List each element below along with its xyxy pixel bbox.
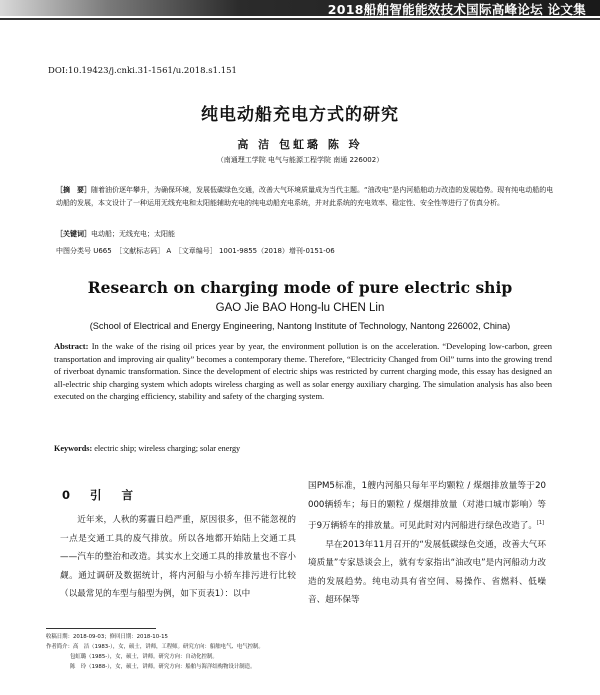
footnote-author-1: 作者简介：高 洁（1983-），女，硕士，讲师，工程师。研究方向：船舶电气、电气控制。 — [46, 644, 264, 650]
footnote-author-3: 陈 玲（1988-），女，硕士，讲师。研究方向：船舶与海洋结构物设计制造。 — [70, 664, 256, 670]
chinese-authors: 高 洁 包虹璐 陈 玲 — [237, 138, 363, 151]
english-authors: GAO Jie BAO Hong-lu CHEN Lin — [215, 302, 385, 314]
right-paragraph-1 — [308, 477, 546, 536]
english-keywords-text: electric ship; wireless charging; solar energy — [94, 444, 241, 453]
right-paragraph-2: 早在2013年11月召开的“发展低碳绿色交通，改善大气环境质量”专家恳谈会上，就有专家指出“油改电”是内河船动力改造的发展趋势。纯电动具有省空间、易操作、省燃料、低噪音、超环保等 — [308, 539, 546, 606]
doi: DOI:10.19423/j.cnki.31-1561/u.2018.s1.151 — [48, 66, 237, 76]
section-number: 0 — [62, 488, 79, 502]
footnote-rule — [46, 628, 156, 629]
english-abstract — [54, 340, 552, 403]
english-title: Research on charging mode of pure electric ship — [87, 278, 513, 297]
chinese-keywords-label: ［关键词］ — [56, 230, 91, 238]
chinese-keywords — [56, 228, 556, 241]
right-paragraph-1-text: 国PM5标准，1艘内河船只每年平均颗粒 / 煤烟排放量等于20 000辆轿车；每日的颗粒 / 煤烟排放量（对港口城市影响）等于9万辆轿车的排放量。可见此时对内河船进行绿色改造了。 — [308, 481, 546, 532]
chinese-abstract-text: 随着油价逐年攀升，为确保环境，发展低碳绿色交通，改善大气环境质量成为当代主题。“油改电”是内河船舶动力改造的发展趋势。现有纯电动船的电动船的发展，本文设计了一种运用无线充电和太阳能辅助充电的纯电动船充电系统，并对此系统的充电效率、稳定性、安全性等进行了仿真分析。 — [56, 186, 554, 207]
section-heading — [62, 487, 141, 503]
right-column — [308, 477, 546, 610]
chinese-classification: 中图分类号 U665 ［文献标志码］ A ［文章编号］ 1001-9855（2018）增刊-0151-06 — [56, 247, 335, 255]
english-abstract-text: In the wake of the rising oil prices year by year, the environment pollution is on the acceleration. “Developing low-carbon, green transportation and improving air quality” becomes a contemporary theme. Therefore, “Electricity Changed from Oil” turns into the growing trend of riverboat dynamic transformation. Since the development of electric ships was restricted by current charging mode, this essay has designed an all-electric ship charging system which adopts wireless charging as well as solar energy auxiliary charging. The simulation analysis has also been executed on the charging efficiency, stability and safety of the charging system. — [54, 341, 552, 402]
chinese-title: 纯电动船充电方式的研究 — [201, 105, 399, 125]
footnote-dates: 收稿日期：2018-09-03；修回日期：2018-10-15 — [46, 634, 168, 640]
left-column — [60, 511, 296, 604]
section-title: 引 言 — [90, 488, 142, 502]
chinese-affiliation: （南通理工学院 电气与能源工程学院 南通 226002） — [216, 156, 384, 164]
english-abstract-label: Abstract: — [54, 341, 89, 351]
chinese-abstract-label: ［摘 要］ — [56, 186, 91, 194]
running-header-title: 2018船舶智能能效技术国际高峰论坛 论文集 — [327, 2, 586, 17]
citation: [1] — [536, 520, 545, 527]
english-keywords-label: Keywords: — [54, 444, 93, 453]
english-affiliation: (School of Electrical and Energy Engineering, Nantong Institute of Technology, Nantong 226002, China) — [89, 321, 511, 331]
english-keywords — [54, 444, 240, 453]
left-paragraph-1: 近年来，人秋的雾霾日趋严重，原因很多，但不能忽视的一点是交通工具的废气排放。所以各地都开始陆上交通工具——汽车的整治和改造。其实水上交通工具的排放量也不容小觑。通过调研及数据统计，将内河船与小轿车排污进行比较（以最常见的车型与船型为例，如下页表1）：以中 — [60, 515, 296, 600]
chinese-abstract — [56, 184, 556, 209]
chinese-keywords-text: 电动船；无线充电；太阳能 — [91, 230, 175, 238]
footnote-author-2: 包虹璐（1985-），女，硕士，讲师。研究方向：自动化控制。 — [70, 654, 218, 660]
